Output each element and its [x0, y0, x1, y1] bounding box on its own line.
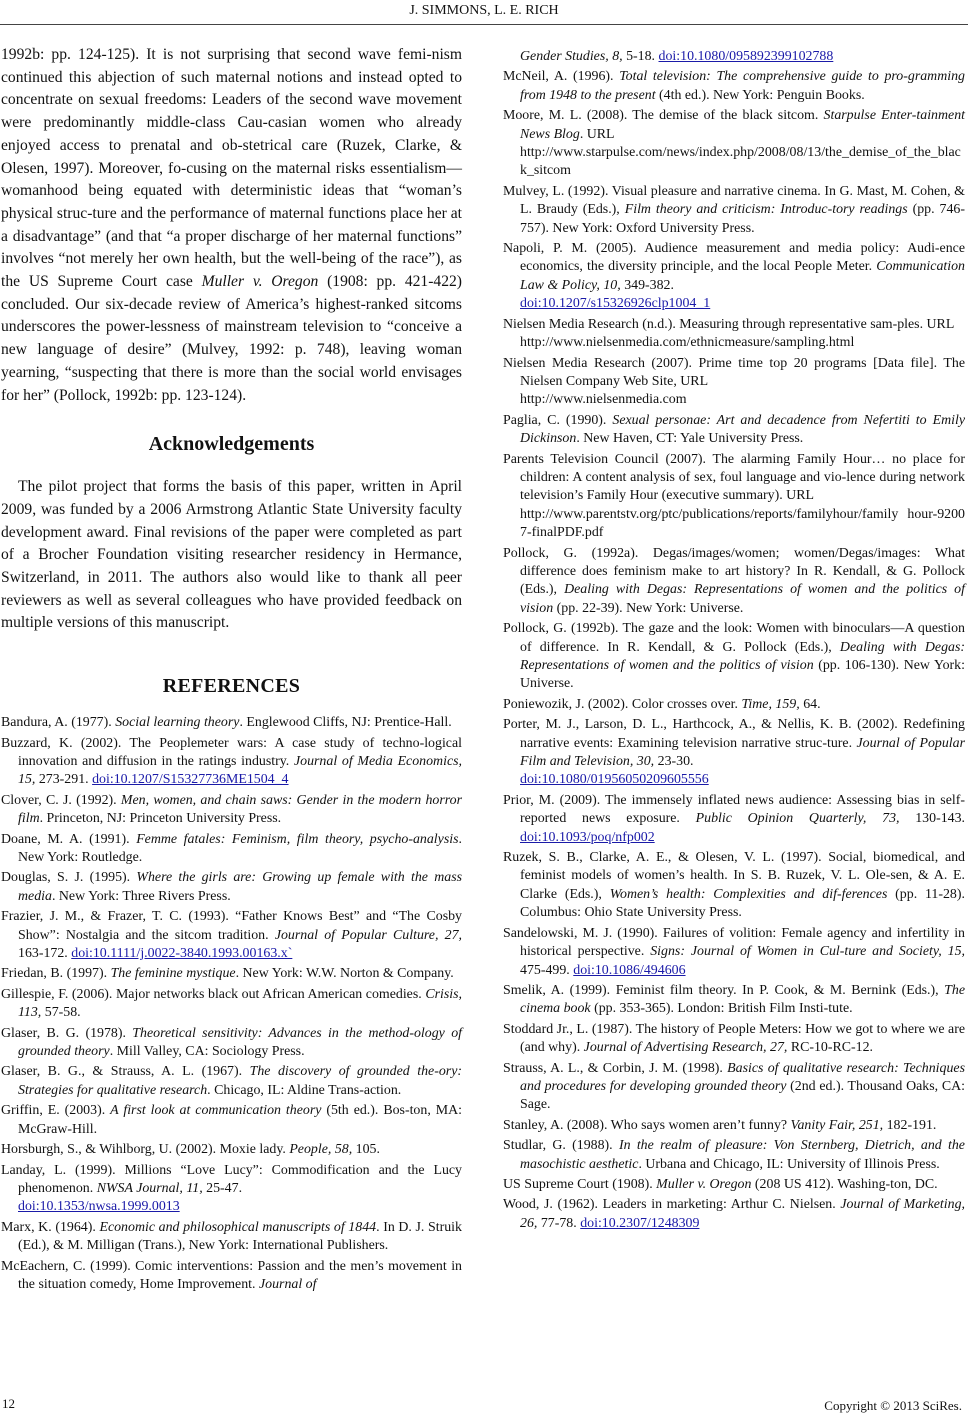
- references-list-right: [503, 68, 965, 1233]
- acknowledgements-text: The pilot project that forms the basis of this paper, written in April 2009, was funded by a 2006 Armstrong Atlantic State University faculty development award. Final revisions of the paper were completed as part of a Brocher Foundation visiting researcher residency in Hermance, Switzerland, in 2011. The authors also would like to thank all peer reviewers as well as several colleagues who have provided feedback on multiple versions of this manuscript.: [1, 478, 462, 632]
- reference-entry: Smelik, A. (1999). Feminist film theory. In P. Cook, & M. Bernink (Eds.), The cinema book (pp. 353-365). London: British Film Insti-tute.: [503, 982, 965, 1017]
- reference-url[interactable]: http://www.nielsenmedia.com/ethnicmeasure/sampling.html: [520, 335, 855, 351]
- reference-entry: Douglas, S. J. (1995). Where the girls are: Growing up female with the mass media. New York: Three Rivers Press.: [1, 870, 463, 904]
- reference-entry: Strauss, A. L., & Corbin, J. M. (1998). Basics of qualitative research: Techniques and procedures for developing grounded theory (2nd ed.). Thousand Oaks, CA: Sage.: [503, 1060, 966, 1113]
- doi-link[interactable]: doi:10.1353/nwsa.1999.0013: [18, 1199, 180, 1215]
- page-number: 12: [2, 1396, 15, 1411]
- reference-entry: Gillespie, F. (2006). Major networks black out African American comedies. Crisis, 113, 57-58.: [1, 986, 462, 1021]
- reference-url[interactable]: http://www.parentstv.org/ptc/publications/reports/familyhour/family hour-92007-finalPDF.pdf: [520, 506, 965, 541]
- reference-entry: Glaser, B. G. (1978). Theoretical sensitivity: Advances in the method-ology of grounded theory. Mill Valley, CA: Sociology Press.: [1, 1025, 462, 1060]
- reference-url[interactable]: http://www.nielsenmedia.com: [520, 392, 687, 408]
- doi-link[interactable]: doi:10.1111/j.0022-3840.1993.00163.x`: [71, 946, 293, 962]
- doi-link[interactable]: doi:10.1086/494606: [573, 962, 686, 978]
- reference-entry: Griffin, E. (2003). A first look at communication theory (5th ed.). Bos-ton, MA: McGraw-Hill.: [1, 1103, 462, 1137]
- reference-entry: Prior, M. (2009). The immensely inflated news audience: Assessing bias in self-reported news exposure. Public Opinion Quarterly, 73, 130-143. doi:10.1093/poq/nfp002: [503, 792, 966, 845]
- reference-entry: Poniewozik, J. (2002). Color crosses over. Time, 159, 64.: [503, 696, 821, 712]
- references-heading: REFERENCES: [162, 675, 301, 698]
- left-column: [1, 44, 462, 1296]
- reference-entry: Pollock, G. (1992a). Degas/images/women; women/Degas/images: What difference does feminism make to art history? In R. Kendall, & G. Pollock (Eds.), Dealing with Degas: Representations of women and the politics of vision (pp. 22-39). New York: Universe.: [503, 545, 965, 616]
- reference-entry: Paglia, C. (1990). Sexual personae: Art and decadence from Nefertiti to Emily Dickinson. New Haven, CT: Yale University Press.: [503, 412, 965, 447]
- reference-entry: McEachern, C. (1999). Comic interventions: Passion and the men’s movement in the situation comedy, Home Improvement. Journal of: [1, 1258, 462, 1292]
- reference-entry: Stoddard Jr., L. (1987). The history of People Meters: How we got to where we are (and why). Journal of Advertising Research, 27, RC-10-RC-12.: [503, 1021, 965, 1056]
- copyright-notice: Copyright © 2013 SciRes.: [824, 1398, 962, 1413]
- reference-entry: Studlar, G. (1988). In the realm of pleasure: Von Sternberg, Dietrich, and the masochistic aesthetic. Urbana and Chicago, IL: University of Illinois Press.: [503, 1138, 965, 1172]
- reference-entry: McNeil, A. (1996). Total television: The comprehensive guide to pro-gramming from 1948 to the present (4th ed.). New York: Penguin Books.: [503, 69, 965, 103]
- reference-entry: Parents Television Council (2007). The alarming Family Hour… no place for children: A content analysis of sex, foul language and vio-lence during network television’s Family Hour (executive summary). URL http://www.parentstv.org/ptc/publications/reports/familyhour/family hour-92007-finalPDF.pdf: [503, 451, 965, 541]
- reference-entry: Porter, M. J., Larson, D. L., Harthcock, A., & Nellis, K. B. (2002). Redefining narrative events: Examining television narrative struc-ture. Journal of Popular Film and Television, 30, 23-30. doi:10.1080/01956050209605556: [503, 717, 965, 788]
- reference-entry: Frazier, J. M., & Frazer, T. C. (1993). “Father Knows Best” and “The Cosby Show”: Nostalgia and the sitcom tradition. Journal of Popular Culture, 27, 163-172. doi:10.1111/j.0022-3840.1993.00163.x`: [1, 909, 462, 962]
- doi-link[interactable]: doi:10.2307/1248309: [580, 1215, 700, 1231]
- body-paragraph: 1992b: pp. 124-125). It is not surprising that second wave femi-nism continued this abjection of such maternal notions and instead opted to concentrate on sexual freedoms: Leaders of the second wave movement were predominantly middle-class Cau-casian women who already enjoyed access to prenatal and ob-stetrical care (Ruzek, Clarke, & Olesen, 1997). Moreover, fo-cusing on the maternal risks essentialism—womanhood being equated with deterministic ideas that “woman’s physical struc-ture and the performance of maternal functions place her at a disadvantage” (and that “a proper discharge of her maternal functions” involves “not merely her own health, but the well-being of the race”), as the US Supreme Court case Muller v. Oregon (1908: pp. 421-422) concluded. Our six-decade review of America’s highest-ranked sitcoms underscores the power-lessness of mainstream television to “conceive a new language of desire” (Mulvey, 1992: p. 748), leaving woman yearning, “suspecting that there is more than the social world envisages for her” (Pollock, 1992b: pp. 123-124).: [1, 46, 462, 404]
- acknowledgements-heading: Acknowledgements: [148, 433, 315, 456]
- header-rule: [0, 24, 968, 25]
- doi-link[interactable]: doi:10.1207/s15326926clp1004_1: [520, 296, 711, 312]
- reference-entry: Bandura, A. (1977). Social learning theory. Englewood Cliffs, NJ: Prentice-Hall.: [1, 715, 452, 731]
- doi-link[interactable]: doi:10.1080/095892399102788: [658, 49, 834, 64]
- references-list-left: [1, 714, 462, 1294]
- reference-entry: Landay, L. (1999). Millions “Love Lucy”: Commodification and the Lucy phenomenon. NWSA Journal, 11, 25-47. doi:10.1353/nwsa.1999.0013: [1, 1162, 462, 1215]
- reference-entry: Pollock, G. (1992b). The gaze and the look: Women with binoculars—A question of difference. In R. Kendall, & G. Pollock (Eds.), Dealing with Degas: Representations of women and the politics of vision (pp. 106-130). New York: Universe.: [503, 621, 966, 692]
- reference-continuation: Gender Studies, 8, 5-18. doi:10.1080/095892399102788: [520, 49, 834, 64]
- reference-entry: Mulvey, L. (1992). Visual pleasure and narrative cinema. In G. Mast, M. Cohen, & L. Braudy (Eds.), Film theory and criticism: Introduc-tory readings (pp. 746-757). New York: Oxford University Press.: [503, 183, 965, 236]
- reference-entry: Friedan, B. (1997). The feminine mystique. New York: W.W. Norton & Company.: [1, 966, 454, 982]
- reference-entry: Wood, J. (1962). Leaders in marketing: Arthur C. Nielsen. Journal of Marketing, 26, 77-78. doi:10.2307/1248309: [503, 1197, 966, 1231]
- reference-entry: Horsburgh, S., & Wihlborg, U. (2002). Moxie lady. People, 58, 105.: [1, 1142, 380, 1158]
- doi-link[interactable]: doi:10.1080/01956050209605556: [520, 772, 709, 788]
- reference-entry: Nielsen Media Research (2007). Prime time top 20 programs [Data file]. The Nielsen Company Web Site, URL http://www.nielsenmedia.com: [503, 355, 965, 408]
- reference-entry: Ruzek, S. B., Clarke, A. E., & Olesen, V. L. (1997). Social, biomedical, and feminist models of women’s health. In S. B. Ruzek, V. L. Ole-sen, & A. E. Clarke (Eds.), Women’s health: Complexities and dif-ferences (pp. 11-28). Columbus: Ohio State University Press.: [503, 850, 965, 921]
- reference-entry: Buzzard, K. (2002). The Peoplemeter wars: A case study of techno-logical innovation and diffusion in the ratings industry. Journal of Media Economics, 15, 273-291. doi:10.1207/S15327736ME1504_4: [1, 735, 462, 788]
- reference-entry: Nielsen Media Research (n.d.). Measuring through representative sam-ples. URL http://www.nielsenmedia.com/ethnicmeasure/sampling.html: [503, 316, 955, 351]
- right-column: [503, 48, 965, 1235]
- reference-entry: Clover, C. J. (1992). Men, women, and chain saws: Gender in the modern horror film. Princeton, NJ: Princeton University Press.: [1, 792, 462, 827]
- reference-entry: US Supreme Court (1908). Muller v. Oregon (208 US 412). Washing-ton, DC.: [503, 1176, 938, 1192]
- reference-entry: Glaser, B. G., & Strauss, A. L. (1967). The discovery of grounded the-ory: Strategies for qualitative research. Chicago, IL: Aldine Trans-action.: [1, 1064, 462, 1098]
- reference-entry: Moore, M. L. (2008). The demise of the black sitcom. Starpulse Enter-tainment News Blog. URL http://www.starpulse.com/news/index.php/2008/08/13/the_demise_of_the_black_sitcom: [503, 108, 965, 179]
- reference-entry: Napoli, P. M. (2005). Audience measurement and media policy: Audi-ence economics, the diversity principle, and the local People Meter. Communication Law & Policy, 10, 349-382. doi:10.1207/s15326926clp1004_1: [503, 241, 965, 312]
- reference-url[interactable]: http://www.starpulse.com/news/index.php/2008/08/13/the_demise_of_the_black_sitcom: [520, 145, 961, 179]
- reference-entry: Stanley, A. (2008). Who says women aren’t funny? Vanity Fair, 251, 182-191.: [503, 1117, 937, 1133]
- doi-link[interactable]: doi:10.1093/poq/nfp002: [520, 829, 655, 845]
- reference-entry: Doane, M. A. (1991). Femme fatales: Feminism, film theory, psycho-analysis. New York: Routledge.: [1, 831, 462, 866]
- running-head: J. SIMMONS, L. E. RICH: [409, 3, 559, 18]
- reference-entry: Sandelowski, M. J. (1990). Failures of volition: Female agency and infertility in historical perspective. Signs: Journal of Women in Cul-ture and Society, 15, 475-499. doi:10.1086/494606: [503, 925, 965, 978]
- reference-entry: Marx, K. (1964). Economic and philosophical manuscripts of 1844. In D. J. Struik (Ed.), & M. Milligan (Trans.), New York: International Publishers.: [1, 1219, 462, 1254]
- doi-link[interactable]: doi:10.1207/S15327736ME1504_4: [92, 772, 289, 788]
